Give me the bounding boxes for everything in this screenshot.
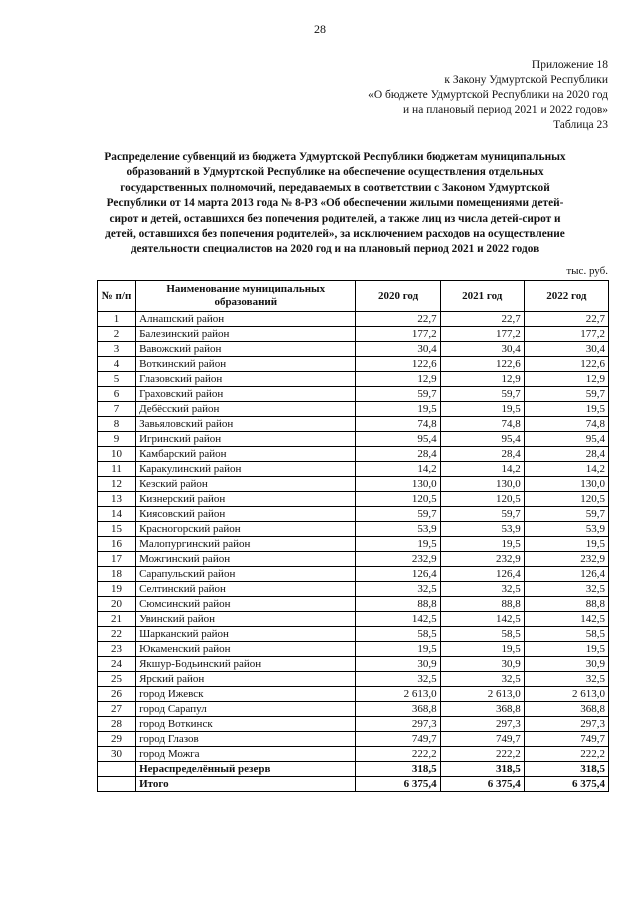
value-2022: 32,5	[524, 582, 608, 597]
value-2020: 368,8	[356, 702, 440, 717]
value-2022: 368,8	[524, 702, 608, 717]
subventions-table	[97, 280, 609, 792]
value-2022: 32,5	[524, 672, 608, 687]
value-2020: 2 613,0	[356, 687, 440, 702]
value-2020: 130,0	[356, 477, 440, 492]
table-row	[98, 732, 609, 747]
value-2022: 122,6	[524, 357, 608, 372]
total-row	[98, 777, 609, 792]
municipality-name: Дебёсский район	[136, 402, 356, 417]
row-number: 25	[98, 672, 136, 687]
value-2020: 58,5	[356, 627, 440, 642]
value-2022: 22,7	[524, 312, 608, 327]
value-2021: 749,7	[440, 732, 524, 747]
municipality-name: Завьяловский район	[136, 417, 356, 432]
appendix-header	[248, 58, 608, 133]
value-2021: 222,2	[440, 747, 524, 762]
municipality-name: Нераспределённый резерв	[136, 762, 356, 777]
value-2022: 120,5	[524, 492, 608, 507]
value-2022: 177,2	[524, 327, 608, 342]
table-row	[98, 717, 609, 732]
appendix-line: к Закону Удмуртской Республики	[444, 74, 608, 86]
header-2021: 2021 год	[440, 281, 524, 312]
value-2021: 30,9	[440, 657, 524, 672]
municipality-name: Кезский район	[136, 477, 356, 492]
header-municipality: Наименование муниципальных образований	[136, 281, 356, 312]
value-2020: 177,2	[356, 327, 440, 342]
value-2020: 88,8	[356, 597, 440, 612]
document-title: Распределение субвенций из бюджета Удмуртской Республики бюджетам муниципальных образований в Удмуртской Республике на обеспечение осуществления отдельных государственных полномочий, передаваемых в соответствии с Законом Удмуртской Республики от 14 марта 2013 года № 8-РЗ «Об обеспечении жилыми помещениями детей-сирот и детей, оставшихся без попечения родителей, а также лиц из числа детей-сирот и детей, оставшихся без попечения родителей», за исключением расходов на осуществление деятельности специалистов на 2020 год и на плановый период 2021 и 2022 годов	[104, 151, 566, 256]
value-2022: 297,3	[524, 717, 608, 732]
value-2020: 30,4	[356, 342, 440, 357]
value-2021: 28,4	[440, 447, 524, 462]
appendix-line: Приложение 18	[531, 59, 608, 71]
value-2020: 74,8	[356, 417, 440, 432]
value-2021: 126,4	[440, 567, 524, 582]
row-number: 17	[98, 552, 136, 567]
value-2020: 32,5	[356, 672, 440, 687]
value-2022: 95,4	[524, 432, 608, 447]
value-2020: 12,9	[356, 372, 440, 387]
value-2021: 22,7	[440, 312, 524, 327]
row-number: 8	[98, 417, 136, 432]
value-2021: 232,9	[440, 552, 524, 567]
value-2020: 19,5	[356, 537, 440, 552]
municipality-name: Итого	[136, 777, 356, 792]
value-2021: 32,5	[440, 672, 524, 687]
municipality-name: Воткинский район	[136, 357, 356, 372]
value-2020: 14,2	[356, 462, 440, 477]
value-2021: 88,8	[440, 597, 524, 612]
row-number: 9	[98, 432, 136, 447]
value-2021: 142,5	[440, 612, 524, 627]
appendix-line: и на плановый период 2021 и 2022 годов»	[403, 104, 608, 116]
municipality-name: Юкаменский район	[136, 642, 356, 657]
row-number: 16	[98, 537, 136, 552]
table-row	[98, 537, 609, 552]
value-2022: 6 375,4	[524, 777, 608, 792]
row-number: 21	[98, 612, 136, 627]
table-row	[98, 627, 609, 642]
row-number: 29	[98, 732, 136, 747]
value-2022: 28,4	[524, 447, 608, 462]
value-2021: 53,9	[440, 522, 524, 537]
value-2021: 368,8	[440, 702, 524, 717]
row-number: 7	[98, 402, 136, 417]
value-2022: 318,5	[524, 762, 608, 777]
value-2020: 232,9	[356, 552, 440, 567]
table-row	[98, 432, 609, 447]
table-header-row	[98, 281, 609, 312]
municipality-name: Ярский район	[136, 672, 356, 687]
value-2021: 32,5	[440, 582, 524, 597]
table-row	[98, 477, 609, 492]
value-2021: 19,5	[440, 642, 524, 657]
row-number	[98, 777, 136, 792]
value-2022: 126,4	[524, 567, 608, 582]
value-2020: 59,7	[356, 387, 440, 402]
municipality-name: Киясовский район	[136, 507, 356, 522]
value-2020: 749,7	[356, 732, 440, 747]
row-number: 5	[98, 372, 136, 387]
value-2022: 19,5	[524, 642, 608, 657]
units-label: тыс. руб.	[566, 265, 608, 277]
value-2020: 297,3	[356, 717, 440, 732]
value-2022: 749,7	[524, 732, 608, 747]
reserve-row	[98, 762, 609, 777]
row-number: 24	[98, 657, 136, 672]
value-2022: 59,7	[524, 387, 608, 402]
value-2021: 30,4	[440, 342, 524, 357]
value-2021: 95,4	[440, 432, 524, 447]
table-row	[98, 552, 609, 567]
municipality-name: Сюмсинский район	[136, 597, 356, 612]
row-number: 19	[98, 582, 136, 597]
table-row	[98, 372, 609, 387]
value-2021: 2 613,0	[440, 687, 524, 702]
value-2020: 142,5	[356, 612, 440, 627]
value-2020: 95,4	[356, 432, 440, 447]
table-row	[98, 312, 609, 327]
row-number: 18	[98, 567, 136, 582]
value-2022: 88,8	[524, 597, 608, 612]
table-row	[98, 462, 609, 477]
table-number: Таблица 23	[553, 119, 608, 131]
municipality-name: Малопургинский район	[136, 537, 356, 552]
table-row	[98, 657, 609, 672]
municipality-name: Селтинский район	[136, 582, 356, 597]
value-2021: 59,7	[440, 507, 524, 522]
value-2020: 120,5	[356, 492, 440, 507]
table-row	[98, 402, 609, 417]
municipality-name: Камбарский район	[136, 447, 356, 462]
municipality-name: Вавожский район	[136, 342, 356, 357]
value-2020: 30,9	[356, 657, 440, 672]
value-2022: 142,5	[524, 612, 608, 627]
value-2020: 19,5	[356, 642, 440, 657]
table-row	[98, 357, 609, 372]
municipality-name: Глазовский район	[136, 372, 356, 387]
value-2020: 222,2	[356, 747, 440, 762]
table-row	[98, 747, 609, 762]
row-number: 22	[98, 627, 136, 642]
row-number: 1	[98, 312, 136, 327]
municipality-name: Красногорский район	[136, 522, 356, 537]
row-number: 10	[98, 447, 136, 462]
value-2021: 297,3	[440, 717, 524, 732]
value-2021: 318,5	[440, 762, 524, 777]
value-2020: 32,5	[356, 582, 440, 597]
value-2021: 74,8	[440, 417, 524, 432]
table-row	[98, 522, 609, 537]
row-number: 6	[98, 387, 136, 402]
value-2022: 12,9	[524, 372, 608, 387]
table-body	[98, 312, 609, 792]
row-number: 20	[98, 597, 136, 612]
value-2021: 19,5	[440, 402, 524, 417]
row-number: 2	[98, 327, 136, 342]
row-number: 28	[98, 717, 136, 732]
page-number: 28	[314, 22, 326, 36]
table-row	[98, 597, 609, 612]
row-number: 27	[98, 702, 136, 717]
row-number: 30	[98, 747, 136, 762]
value-2020: 53,9	[356, 522, 440, 537]
value-2021: 120,5	[440, 492, 524, 507]
appendix-line: «О бюджете Удмуртской Республики на 2020 год	[368, 89, 608, 101]
value-2022: 58,5	[524, 627, 608, 642]
value-2020: 318,5	[356, 762, 440, 777]
value-2022: 19,5	[524, 537, 608, 552]
municipality-name: Шарканский район	[136, 627, 356, 642]
value-2021: 122,6	[440, 357, 524, 372]
municipality-name: Каракулинский район	[136, 462, 356, 477]
value-2022: 53,9	[524, 522, 608, 537]
value-2021: 19,5	[440, 537, 524, 552]
row-number: 14	[98, 507, 136, 522]
table-row	[98, 642, 609, 657]
row-number: 4	[98, 357, 136, 372]
value-2022: 232,9	[524, 552, 608, 567]
value-2022: 59,7	[524, 507, 608, 522]
value-2021: 58,5	[440, 627, 524, 642]
municipality-name: Алнашский район	[136, 312, 356, 327]
municipality-name: Можгинский район	[136, 552, 356, 567]
municipality-name: город Ижевск	[136, 687, 356, 702]
value-2021: 177,2	[440, 327, 524, 342]
table-row	[98, 447, 609, 462]
row-number: 12	[98, 477, 136, 492]
value-2022: 2 613,0	[524, 687, 608, 702]
value-2021: 6 375,4	[440, 777, 524, 792]
table-row	[98, 612, 609, 627]
header-2020: 2020 год	[356, 281, 440, 312]
value-2021: 14,2	[440, 462, 524, 477]
value-2020: 19,5	[356, 402, 440, 417]
row-number: 15	[98, 522, 136, 537]
municipality-name: Граховский район	[136, 387, 356, 402]
row-number: 11	[98, 462, 136, 477]
value-2021: 130,0	[440, 477, 524, 492]
value-2020: 22,7	[356, 312, 440, 327]
value-2022: 130,0	[524, 477, 608, 492]
table-row	[98, 687, 609, 702]
row-number: 23	[98, 642, 136, 657]
table-row	[98, 327, 609, 342]
row-number	[98, 762, 136, 777]
table-row	[98, 672, 609, 687]
value-2022: 30,4	[524, 342, 608, 357]
value-2021: 12,9	[440, 372, 524, 387]
municipality-name: город Глазов	[136, 732, 356, 747]
municipality-name: Балезинский район	[136, 327, 356, 342]
municipality-name: город Воткинск	[136, 717, 356, 732]
municipality-name: Сарапульский район	[136, 567, 356, 582]
value-2020: 59,7	[356, 507, 440, 522]
header-2022: 2022 год	[524, 281, 608, 312]
header-number: № п/п	[98, 281, 136, 312]
value-2022: 74,8	[524, 417, 608, 432]
table-row	[98, 582, 609, 597]
municipality-name: Кизнерский район	[136, 492, 356, 507]
table-row	[98, 492, 609, 507]
municipality-name: город Можга	[136, 747, 356, 762]
value-2021: 59,7	[440, 387, 524, 402]
value-2022: 30,9	[524, 657, 608, 672]
table-row	[98, 417, 609, 432]
row-number: 26	[98, 687, 136, 702]
municipality-name: Увинский район	[136, 612, 356, 627]
municipality-name: Игринский район	[136, 432, 356, 447]
table-row	[98, 702, 609, 717]
table-row	[98, 507, 609, 522]
value-2020: 122,6	[356, 357, 440, 372]
row-number: 3	[98, 342, 136, 357]
municipality-name: Якшур-Бодьинский район	[136, 657, 356, 672]
table-row	[98, 342, 609, 357]
value-2022: 19,5	[524, 402, 608, 417]
value-2022: 14,2	[524, 462, 608, 477]
row-number: 13	[98, 492, 136, 507]
table-row	[98, 387, 609, 402]
value-2020: 6 375,4	[356, 777, 440, 792]
value-2020: 126,4	[356, 567, 440, 582]
value-2020: 28,4	[356, 447, 440, 462]
municipality-name: город Сарапул	[136, 702, 356, 717]
value-2022: 222,2	[524, 747, 608, 762]
table-row	[98, 567, 609, 582]
